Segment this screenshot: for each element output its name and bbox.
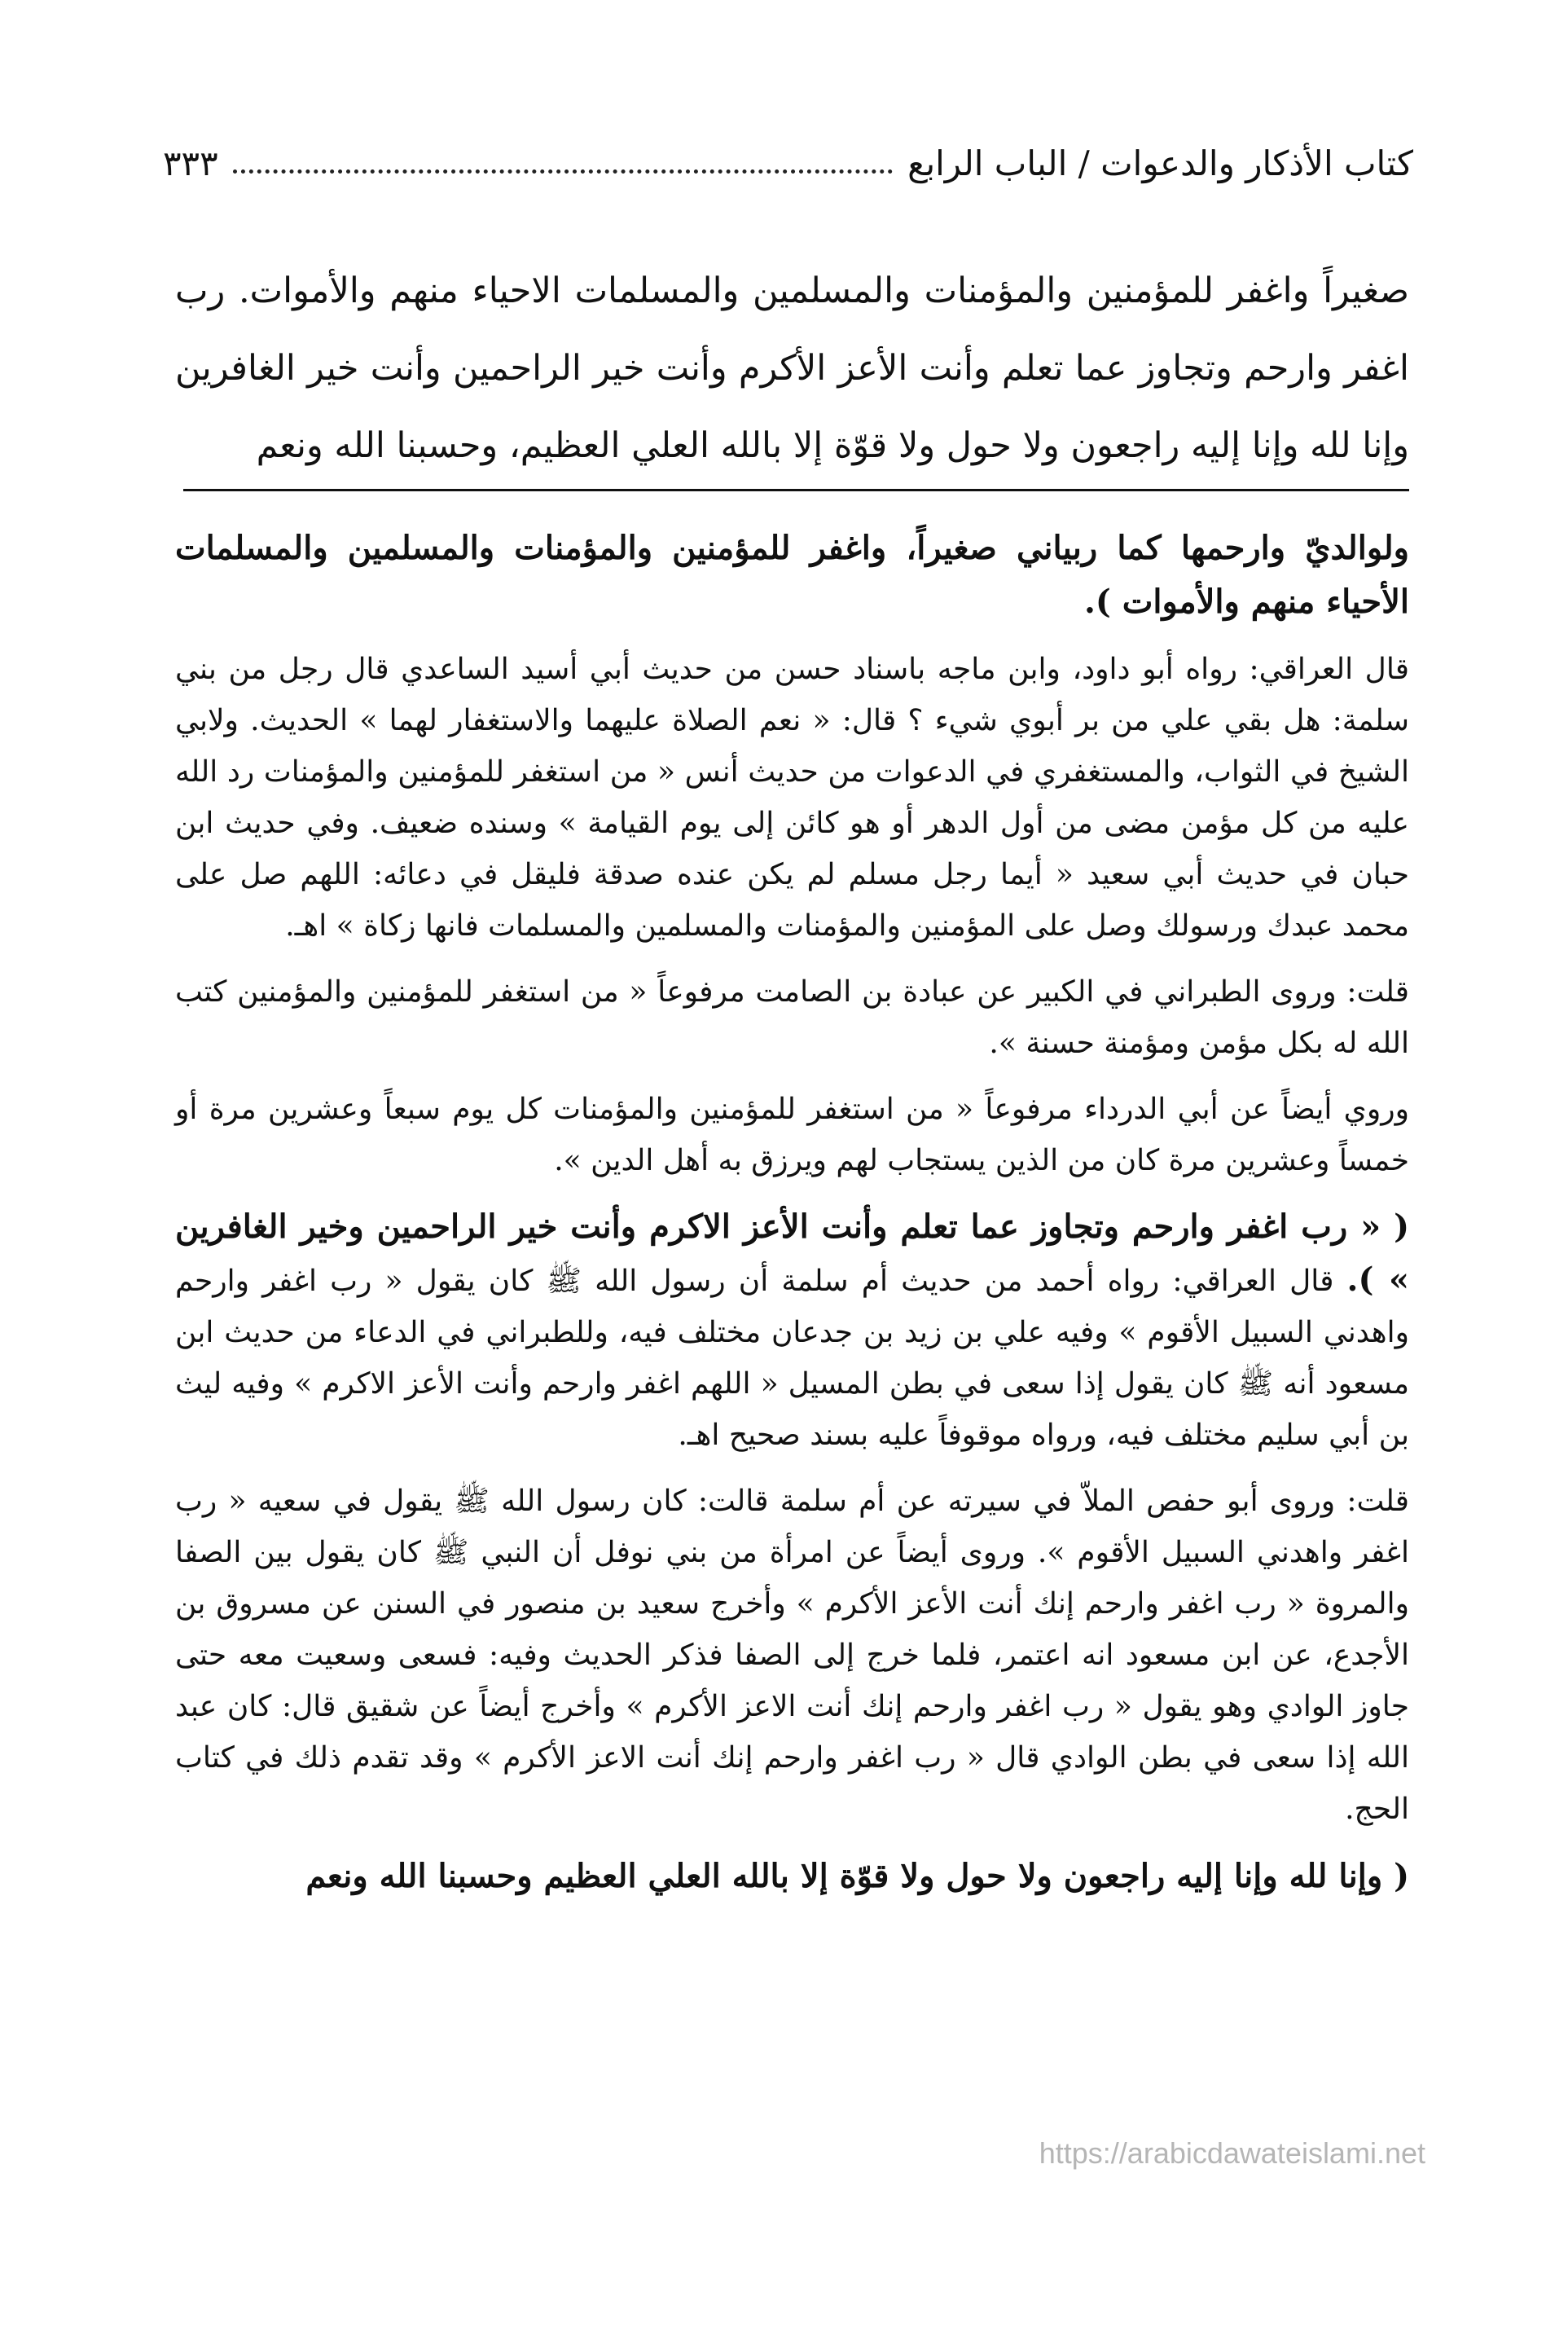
watermark-link: https://arabicdawateislami.net bbox=[1039, 2136, 1425, 2170]
commentary-text-4: قال العراقي: رواه أحمد من حديث أم سلمة أن رسول الله ﷺ كان يقول « رب اغفر وارحم واهدني السبيل الأقوم » وفيه علي بن زيد بن جدعان مختلف فيه، وللطبراني في الدعاء من حديث ابن مسعود أنه ﷺ كان يقول إذا سعى في بطن المسيل « اللهم اغفر وارحم وأنت الأعز الاكرم » وفيه ليث بن أبي سليم مختلف فيه، ورواه موقوفاً عليه بسند صحيح اهـ. bbox=[175, 1265, 1409, 1452]
commentary-paragraph-5: قلت: وروى أبو حفص الملاّ في سيرته عن أم سلمة قالت: كان رسول الله ﷺ يقول في سعيه « رب اغفر واهدني السبيل الأقوم ». وروى أيضاً عن امرأة من بني نوفل أن النبي ﷺ كان يقول بين الصفا والمروة « رب اغفر وارحم إنك أنت الأعز الأكرم » وأخرج سعيد بن منصور في السنن عن مسروق بن الأجدع، عن ابن مسعود انه اعتمر، فلما خرج إلى الصفا فذكر الحديث وفيه: فسعى وسعيت معه حتى جاوز الوادي وهو يقول « رب اغفر وارحم إنك أنت الاعز الأكرم » وأخرج أيضاً عن شقيق قال: كان عبد الله إذا سعى في بطن الوادي قال « رب اغفر وارحم إنك أنت الاعز الأكرم » وقد تقدم ذلك في كتاب الحج. bbox=[175, 1485, 1409, 1826]
commentary-lemma-2: ( « رب اغفر وارحم وتجاوز عما تعلم وأنت الأعز الاكرم وأنت خير الراحمين وخير الغافرين » ). bbox=[175, 1207, 1409, 1299]
commentary-lemma-3: ( وإنا لله وإنا إليه راجعون ولا حول ولا قوّة إلا بالله العلي العظيم وحسبنا الله ونعم bbox=[305, 1857, 1409, 1895]
dotted-leader bbox=[233, 169, 893, 174]
page-header bbox=[163, 134, 1413, 191]
commentary-paragraph-2: قلت: وروى الطبراني في الكبير عن عبادة بن الصامت مرفوعاً « من استغفر للمؤمنين والمؤمنين كتب الله له بكل مؤمن ومؤمنة حسنة ». bbox=[175, 975, 1409, 1060]
commentary-paragraph-1: قال العراقي: رواه أبو داود، وابن ماجه باسناد حسن من حديث أبي أسيد الساعدي قال رجل من بني سلمة: هل بقي علي من بر أبوي شيء ؟ قال: « نعم الصلاة عليهما والاستغفار لهما » الحديث. ولابي الشيخ في الثواب، والمستغفري في الدعوات من حديث أنس « من استغفر للمؤمنين والمؤمنات رد الله عليه من كل مؤمن مضى من أول الدهر أو هو كائن إلى يوم القيامة » وسنده ضعيف. وفي حديث ابن حبان في حديث أبي سعيد « أيما رجل مسلم لم يكن عنده صدقة فليقل في دعائه: اللهم صل على محمد عبدك ورسولك وصل على المؤمنين والمؤمنات والمسلمين والمسلمات فانها زكاة » اهـ. bbox=[175, 653, 1409, 943]
matn-text: صغيراً واغفر للمؤمنين والمؤمنات والمسلمين والمسلمات الاحياء منهم والأموات. رب اغفر وارحم وتجاوز عما تعلم وأنت الأعز الأكرم وأنت خير الراحمين وأنت خير الغافرين وإنا لله وإنا إليه راجعون ولا حول ولا قوّة إلا بالله العلي العظيم، وحسبنا الله ونعم bbox=[175, 271, 1409, 466]
commentary-paragraph-4 bbox=[175, 1201, 1409, 1461]
commentary-paragraph-3: وروي أيضاً عن أبي الدرداء مرفوعاً « من استغفر للمؤمنين والمؤمنات كل يوم سبعاً وعشرين مرة أو خمساً وعشرين مرة كان من الذين يستجاب لهم ويرزق به أهل الدين ». bbox=[175, 1093, 1409, 1177]
commentary-lemma-1: ولوالديّ وارحمها كما ربياني صغيراً، واغفر للمؤمنين والمؤمنات والمسلمين والمسلمات الأحياء منهم والأموات ). bbox=[175, 529, 1409, 621]
commentary-section bbox=[175, 521, 1409, 1918]
running-title: كتاب الأذكار والدعوات / الباب الرابع bbox=[907, 143, 1413, 183]
page-number: ٣٣٣ bbox=[163, 143, 218, 183]
separator-rule bbox=[183, 489, 1409, 491]
